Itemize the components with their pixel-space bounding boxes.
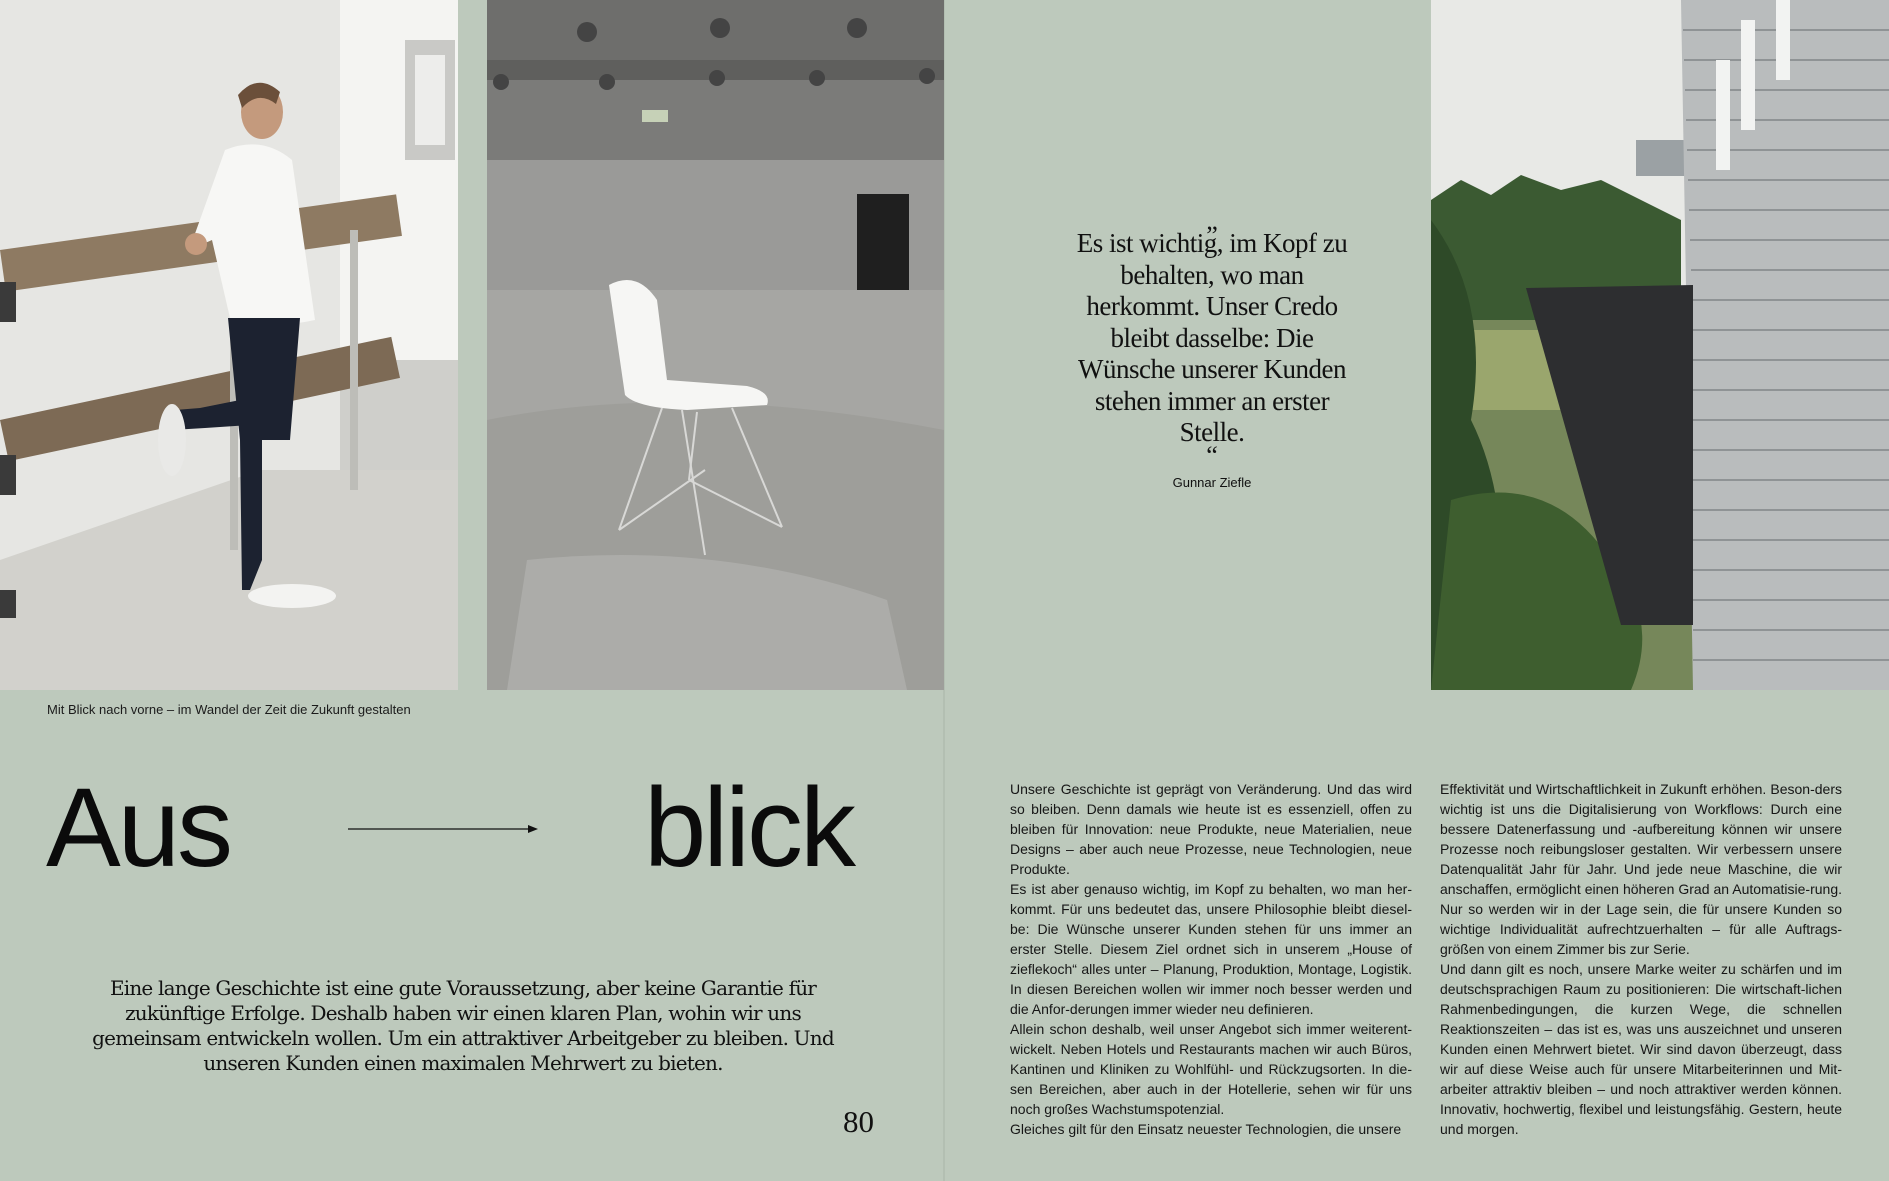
headline-right-word: blick xyxy=(644,765,854,890)
body-column-2 xyxy=(1440,779,1842,1139)
body-column-1 xyxy=(1010,779,1412,1139)
quote-close-mark: “ xyxy=(1206,440,1218,470)
body-paragraph: Effektivität und Wirtschaftlichkeit in Zukunft erhöhen. Beson-ders wichtig ist uns die Digitalisierung von Workflows: Durch eine bessere Datenerfassung und -aufbereitung können wir unsere Prozesse noch reibungsloser gestalten. Wir verbessern unsere Datenqualität Jahr für Jahr. Und jede neue Maschine, die wir anschaffen, ermöglicht einen höheren Grad an Automatisie-rung. Nur so werden wir in der Lage sein, die für unsere Kunden so wichtige Individualität aufrechtzuerhalten – für alle Auftrags-größen von einem Zimmer bis zur Serie. xyxy=(1440,781,1842,957)
lead-paragraph: Eine lange Geschichte ist eine gute Voraussetzung, aber keine Garantie für zukünftige Erfolge. Deshalb haben wir einen klaren Plan, wohin wir uns gemeinsam entwickeln wollen. Um ein attraktiver Arbeitgeber zu bleiben. Und unseren Kunden einen maximalen Mehrwert zu bieten. xyxy=(92,976,834,1075)
body-paragraph: Unsere Geschichte ist geprägt von Veränderung. Und das wird so bleiben. Denn damals wie heute ist es essenziell, offen zu bleiben für Innovation: neue Produkte, neue Materialien, neue Designs – aber auch neue Prozesse, neue Technologien, neue Produkte. xyxy=(1010,781,1412,877)
body-paragraph: Gleiches gilt für den Einsatz neuester Technologien, die unsere xyxy=(1010,1121,1402,1137)
body-paragraph: Und dann gilt es noch, unsere Marke weiter zu schärfen und im deutschsprachigen Raum zu positionieren: Die wirtschaft-lichen Rahmenbedingungen, die kurzen Wege, die schnellen Reaktionszeiten – das ist es, was uns auszeichnet und unseren Kunden einen Mehrwert bietet. Wir sind davon überzeugt, dass wir auf diese Weise auch für unsere Mitarbeiterinnen und Mit-arbeiter attraktiv bleiben – und noch attraktiver werden können. Innovativ, hochwertig, flexibel und leistungsfähig. Gestern, heute und morgen. xyxy=(1440,961,1842,1137)
pull-quote xyxy=(1070,206,1354,490)
page-number: 80 xyxy=(843,1104,874,1139)
body-paragraph: Allein schon deshalb, weil unser Angebot sich immer weiterent-wickelt. Neben Hotels und Restaurants machen wir auch Büros, Kantinen und Kliniken zu Wohlfühl- und Rückzugsorten. In die-sen Bereichen, aber auch in der Hotellerie, sehen wir für uns noch großes Wachstumspotenzial. xyxy=(1010,1021,1412,1117)
body-paragraph: Es ist aber genauso wichtig, im Kopf zu behalten, wo man her-kommt. Für uns bedeutet das, unsere Philosophie bleibt diesel-be: Die Wünsche unserer Kunden stehen für uns immer an erster Stelle. Diesem Ziel ordnet sich in unserem „House of zieflekoch“ alles unter – Planung, Produktion, Montage, Logistik. In diesen Bereichen wollen wir immer noch besser werden und die Anfor-derungen immer wieder neu definieren. xyxy=(1010,881,1412,1017)
photo-building-facade xyxy=(1431,0,1889,690)
photo-man-on-rail xyxy=(0,0,458,690)
quote-author: Gunnar Ziefle xyxy=(1172,474,1252,490)
arrow-right-icon xyxy=(348,822,538,836)
photo-caption: Mit Blick nach vorne – im Wandel der Zeit die Zukunft gestalten xyxy=(47,702,411,717)
quote-text: Es ist wichtig, im Kopf zu behalten, wo man herkommt. Unser Credo bleibt dasselbe: Die Wünsche unserer Kunden stehen immer an erster Stelle. xyxy=(1076,228,1348,447)
headline-left-word: Aus xyxy=(46,765,230,890)
quote-open-mark: „ xyxy=(1206,206,1218,235)
photo-chair-concrete-hall xyxy=(487,0,944,690)
